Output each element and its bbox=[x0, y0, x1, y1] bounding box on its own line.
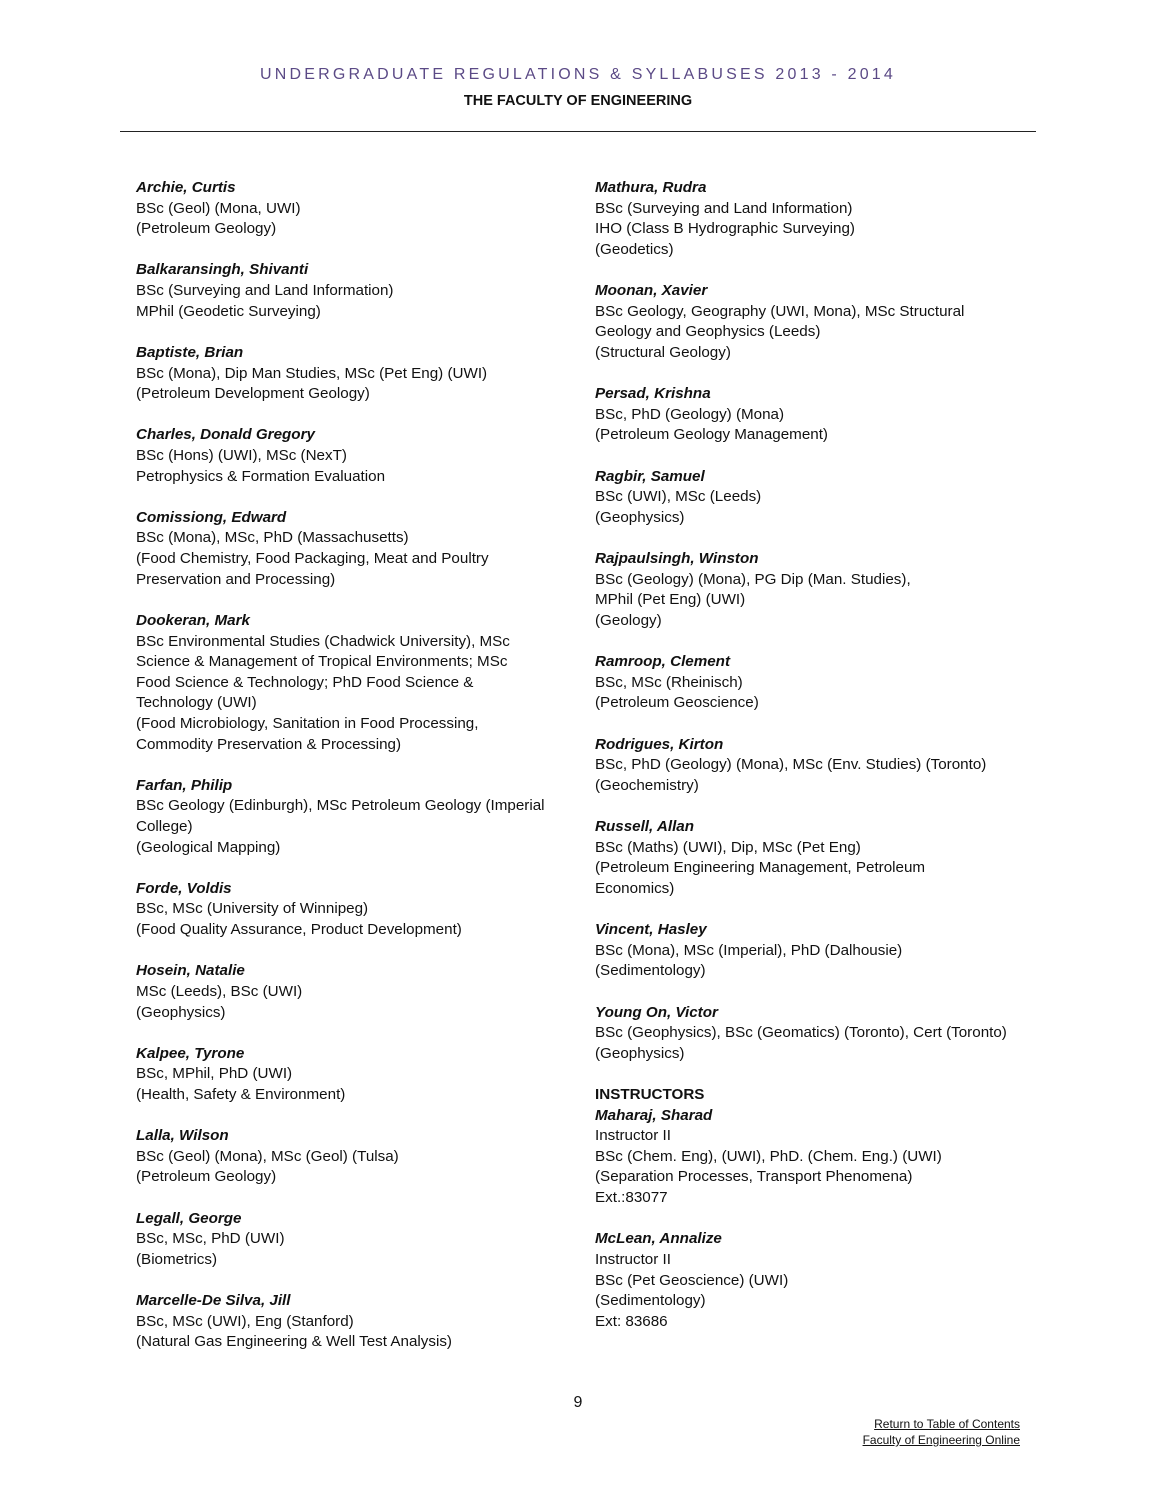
staff-detail-line: Ext: 83686 bbox=[595, 1312, 668, 1330]
staff-entry bbox=[136, 1291, 566, 1353]
staff-name: Comissiong, Edward bbox=[136, 508, 287, 526]
staff-detail-line: (Geology) bbox=[595, 611, 662, 629]
staff-name: Farfan, Philip bbox=[136, 776, 233, 794]
staff-detail-line: Food Science & Technology; PhD Food Science & bbox=[136, 673, 474, 691]
staff-detail-line: (Geophysics) bbox=[595, 1044, 685, 1062]
staff-entry bbox=[595, 1229, 1025, 1332]
staff-detail-line: BSc (Geol) (Mona), MSc (Geol) (Tulsa) bbox=[136, 1147, 399, 1165]
staff-detail-line: BSc (Mona), Dip Man Studies, MSc (Pet Eng) (UWI) bbox=[136, 364, 488, 382]
staff-detail-line: BSc, PhD (Geology) (Mona) bbox=[595, 405, 785, 423]
staff-detail-line: College) bbox=[136, 817, 193, 835]
page-number: 9 bbox=[573, 1394, 583, 1411]
staff-detail-line: MPhil (Geodetic Surveying) bbox=[136, 302, 321, 320]
staff-detail-line: (Sedimentology) bbox=[595, 1292, 706, 1310]
staff-name: Baptiste, Brian bbox=[136, 343, 244, 361]
staff-name: Forde, Voldis bbox=[136, 879, 232, 897]
staff-entry bbox=[595, 817, 1025, 899]
staff-detail-line: Instructor II bbox=[595, 1127, 671, 1145]
staff-name: Russell, Allan bbox=[595, 818, 695, 836]
staff-name: Moonan, Xavier bbox=[595, 282, 708, 300]
staff-name: Ragbir, Samuel bbox=[595, 467, 705, 485]
staff-entry bbox=[136, 1126, 566, 1188]
staff-detail-line: (Geological Mapping) bbox=[136, 838, 281, 856]
staff-entry bbox=[595, 467, 1025, 529]
staff-entry bbox=[136, 178, 566, 240]
staff-detail-line: MPhil (Pet Eng) (UWI) bbox=[595, 591, 746, 609]
footer-links bbox=[863, 1416, 1020, 1448]
instructors-list bbox=[595, 1106, 1025, 1333]
staff-name: Kalpee, Tyrone bbox=[136, 1044, 245, 1062]
staff-detail-line: Science & Management of Tropical Environments; MSc bbox=[136, 653, 508, 671]
staff-detail-line: Preservation and Processing) bbox=[136, 570, 336, 588]
staff-name: Maharaj, Sharad bbox=[595, 1106, 713, 1124]
staff-name: Persad, Krishna bbox=[595, 385, 711, 403]
staff-detail-line: (Food Quality Assurance, Product Development) bbox=[136, 921, 462, 939]
staff-detail-line: (Biometrics) bbox=[136, 1250, 218, 1268]
staff-detail-line: BSc, MSc (UWI), Eng (Stanford) bbox=[136, 1312, 354, 1330]
staff-entry bbox=[136, 343, 566, 405]
staff-list-right bbox=[595, 178, 1025, 1064]
staff-entry bbox=[136, 1044, 566, 1106]
staff-name: Balkaransingh, Shivanti bbox=[136, 261, 309, 279]
staff-detail-line: BSc (Surveying and Land Information) bbox=[136, 282, 394, 300]
staff-name: Charles, Donald Gregory bbox=[136, 426, 315, 444]
staff-name: Dookeran, Mark bbox=[136, 611, 250, 629]
staff-detail-line: BSc Geology (Edinburgh), MSc Petroleum Geology (Imperial bbox=[136, 797, 545, 815]
staff-name: Ramroop, Clement bbox=[595, 653, 731, 671]
staff-entry bbox=[136, 611, 566, 755]
staff-entry bbox=[595, 549, 1025, 631]
staff-detail-line: BSc (Geophysics), BSc (Geomatics) (Toronto), Cert (Toronto) bbox=[595, 1024, 1007, 1042]
staff-detail-line: (Health, Safety & Environment) bbox=[136, 1085, 346, 1103]
staff-detail-line: BSc Geology, Geography (UWI, Mona), MSc Structural bbox=[595, 302, 965, 320]
staff-column-right bbox=[595, 178, 1025, 1353]
staff-detail-line: (Sedimentology) bbox=[595, 962, 706, 980]
staff-detail-line: (Petroleum Geology Management) bbox=[595, 426, 828, 444]
staff-detail-line: (Geophysics) bbox=[595, 508, 685, 526]
staff-detail-line: (Petroleum Development Geology) bbox=[136, 385, 370, 403]
document-subtitle: UNDERGRADUATE REGULATIONS & SYLLABUSES 2013 - 2014 bbox=[259, 66, 896, 83]
staff-detail-line: BSc, MSc (University of Winnipeg) bbox=[136, 900, 369, 918]
staff-detail-line: Ext.:83077 bbox=[595, 1189, 668, 1207]
staff-detail-line: (Separation Processes, Transport Phenomena) bbox=[595, 1168, 913, 1186]
staff-detail-line: BSc, MPhil, PhD (UWI) bbox=[136, 1065, 293, 1083]
staff-detail-line: BSc, PhD (Geology) (Mona), MSc (Env. Studies) (Toronto) bbox=[595, 756, 987, 774]
staff-name: Marcelle-De Silva, Jill bbox=[136, 1292, 291, 1310]
staff-detail-line: Instructor II bbox=[595, 1250, 671, 1268]
staff-name: Vincent, Hasley bbox=[595, 921, 707, 939]
staff-detail-line: BSc (Pet Geoscience) (UWI) bbox=[595, 1271, 789, 1289]
staff-detail-line: BSc (Surveying and Land Information) bbox=[595, 199, 853, 217]
staff-detail-line: (Geophysics) bbox=[136, 1003, 226, 1021]
staff-name: Rodrigues, Kirton bbox=[595, 735, 724, 753]
staff-detail-line: BSc, MSc (Rheinisch) bbox=[595, 673, 743, 691]
instructors-section bbox=[595, 1085, 1025, 1332]
staff-detail-line: BSc (Mona), MSc, PhD (Massachusetts) bbox=[136, 529, 409, 547]
staff-entry bbox=[595, 384, 1025, 446]
staff-entry bbox=[136, 260, 566, 322]
staff-detail-line: BSc (Chem. Eng), (UWI), PhD. (Chem. Eng.) (UWI) bbox=[595, 1147, 942, 1165]
return-to-toc-link[interactable]: Return to Table of Contents bbox=[874, 1417, 1020, 1431]
staff-entry bbox=[136, 425, 566, 487]
staff-detail-line: BSc (UWI), MSc (Leeds) bbox=[595, 488, 762, 506]
staff-detail-line: BSc (Geol) (Mona, UWI) bbox=[136, 199, 301, 217]
staff-entry bbox=[595, 1106, 1025, 1209]
staff-detail-line: (Food Microbiology, Sanitation in Food Processing, bbox=[136, 714, 479, 732]
staff-detail-line: Economics) bbox=[595, 879, 675, 897]
staff-name: Rajpaulsingh, Winston bbox=[595, 550, 759, 568]
staff-detail-line: BSc (Mona), MSc (Imperial), PhD (Dalhousie) bbox=[595, 941, 903, 959]
staff-detail-line: MSc (Leeds), BSc (UWI) bbox=[136, 982, 303, 1000]
staff-entry bbox=[136, 879, 566, 941]
staff-detail-line: Technology (UWI) bbox=[136, 694, 257, 712]
staff-entry bbox=[595, 735, 1025, 797]
staff-name: Archie, Curtis bbox=[136, 179, 236, 196]
staff-detail-line: BSc (Hons) (UWI), MSc (NexT) bbox=[136, 447, 347, 464]
staff-entry bbox=[136, 1209, 566, 1271]
staff-detail-line: BSc Environmental Studies (Chadwick University), MSc bbox=[136, 632, 510, 650]
staff-detail-line: (Petroleum Geoscience) bbox=[595, 694, 759, 712]
staff-detail-line: (Petroleum Engineering Management, Petroleum bbox=[595, 859, 926, 877]
staff-detail-line: (Geochemistry) bbox=[595, 776, 699, 794]
staff-detail-line: Commodity Preservation & Processing) bbox=[136, 735, 402, 753]
staff-column-left bbox=[136, 178, 566, 1374]
staff-detail-line: (Petroleum Geology) bbox=[136, 1168, 277, 1186]
staff-name: Mathura, Rudra bbox=[595, 179, 707, 196]
staff-name: Lalla, Wilson bbox=[136, 1127, 229, 1145]
staff-entry bbox=[595, 1003, 1025, 1065]
staff-name: Legall, George bbox=[136, 1209, 242, 1227]
staff-entry bbox=[136, 508, 566, 590]
staff-detail-line: IHO (Class B Hydrographic Surveying) bbox=[595, 220, 855, 238]
staff-entry bbox=[136, 961, 566, 1023]
page-title: THE FACULTY OF ENGINEERING bbox=[463, 93, 693, 109]
staff-name: Young On, Victor bbox=[595, 1003, 718, 1021]
staff-detail-line: (Food Chemistry, Food Packaging, Meat and Poultry bbox=[136, 550, 489, 568]
staff-name: Hosein, Natalie bbox=[136, 962, 245, 980]
staff-detail-line: (Natural Gas Engineering & Well Test Analysis) bbox=[136, 1333, 452, 1351]
staff-detail-line: BSc, MSc, PhD (UWI) bbox=[136, 1230, 285, 1248]
staff-entry bbox=[595, 920, 1025, 982]
staff-detail-line: BSc (Maths) (UWI), Dip, MSc (Pet Eng) bbox=[595, 838, 861, 856]
staff-detail-line: BSc (Geology) (Mona), PG Dip (Man. Studies), bbox=[595, 570, 911, 588]
faculty-online-link[interactable]: Faculty of Engineering Online bbox=[862, 1433, 1020, 1447]
staff-detail-line: (Petroleum Geology) bbox=[136, 220, 277, 238]
staff-detail-line: Geology and Geophysics (Leeds) bbox=[595, 323, 821, 341]
staff-entry bbox=[136, 776, 566, 858]
staff-detail-line: (Geodetics) bbox=[595, 240, 674, 258]
staff-entry bbox=[595, 281, 1025, 363]
staff-detail-line: (Structural Geology) bbox=[595, 343, 731, 361]
instructors-heading: INSTRUCTORS bbox=[595, 1086, 705, 1104]
staff-name: McLean, Annalize bbox=[595, 1230, 722, 1248]
header-divider bbox=[120, 131, 1036, 132]
staff-detail-line: Petrophysics & Formation Evaluation bbox=[136, 467, 386, 485]
staff-entry bbox=[595, 652, 1025, 714]
staff-entry bbox=[595, 178, 1025, 260]
